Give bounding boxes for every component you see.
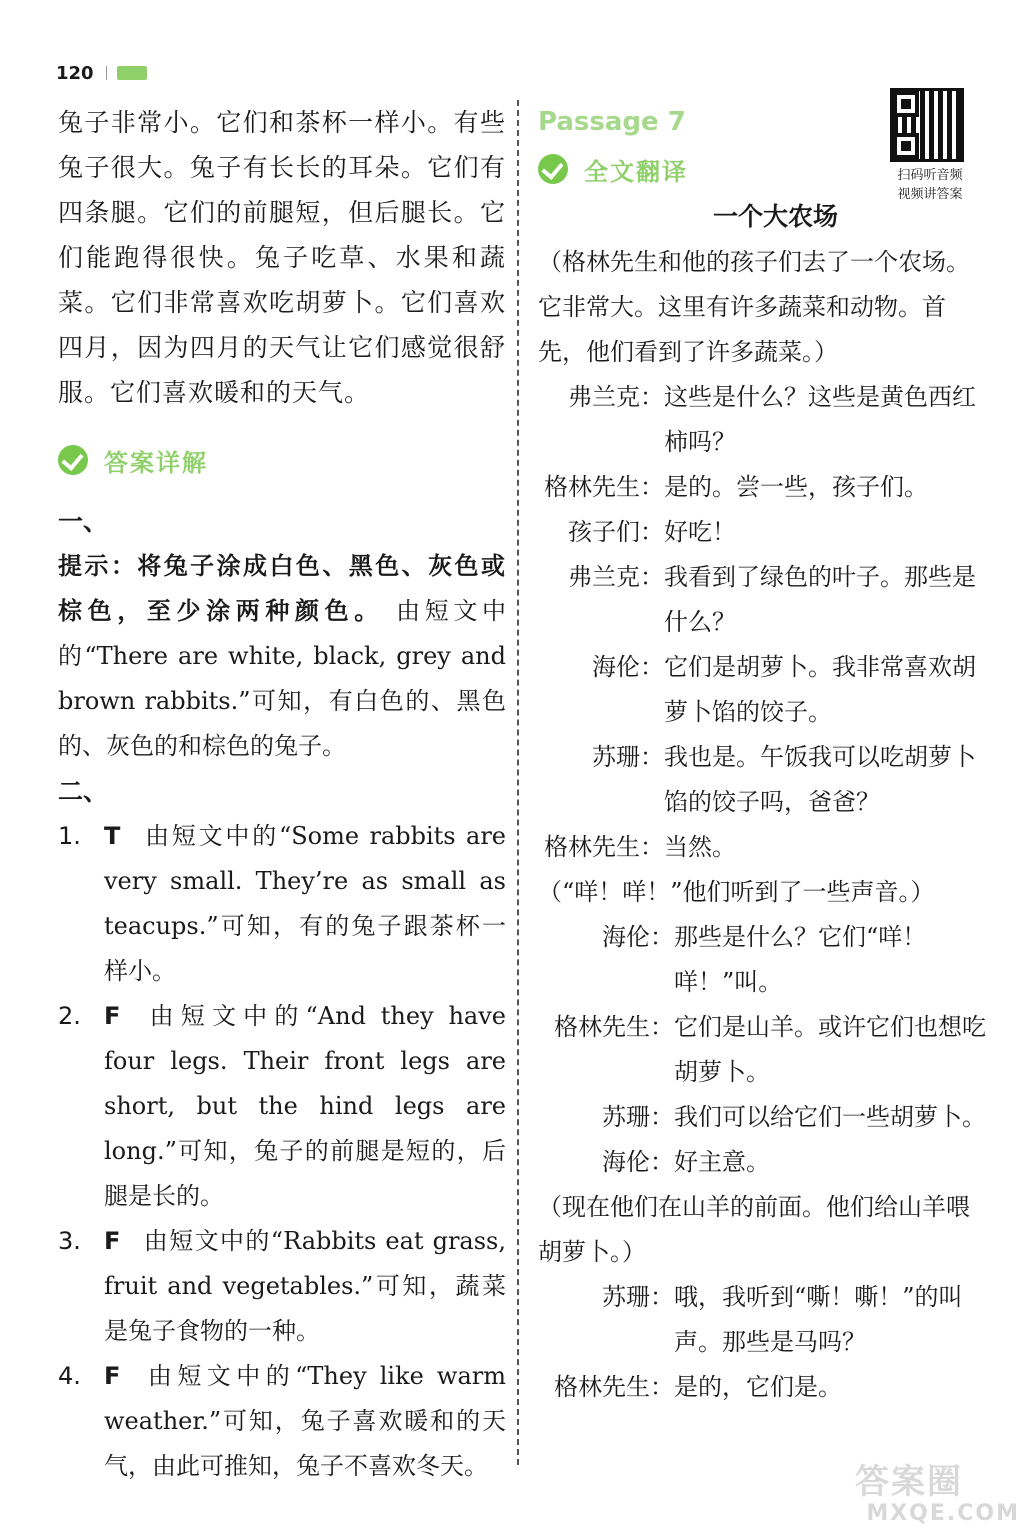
dialogue-line	[538, 555, 993, 645]
dialogue-line	[538, 465, 993, 510]
watermark-top: 答案圈	[855, 1462, 963, 1502]
dialogue-text: 我也是。午饭我可以吃胡萝卜馅的饺子吗，爸爸？	[664, 743, 976, 816]
speaker-name: 苏珊：	[592, 743, 664, 771]
speaker-name: 格林先生：	[554, 1373, 674, 1401]
watermark-logo	[855, 1462, 1020, 1528]
speaker-name: 格林先生：	[544, 473, 664, 501]
dialogue-line	[538, 825, 993, 870]
check-circle-icon	[538, 154, 568, 184]
answer-item-text: 由短文中的“Some rabbits are very small. They’re as small as teacups.”可知，有的兔子跟茶杯一样小。	[104, 822, 506, 985]
column-divider	[517, 100, 519, 1465]
dialogue-line	[538, 1365, 993, 1410]
header-separator	[106, 66, 107, 80]
speaker-name: 海伦：	[602, 923, 674, 951]
dialogue-text: 它们是山羊。或许它们也想吃胡萝卜。	[674, 1013, 986, 1086]
answer-item-text: 由短文中的“And they have four legs. Their front legs are short, but the hind legs are long.”可知，兔子的前腿是短的，后腿是长的。	[104, 1002, 506, 1210]
check-circle-icon	[58, 445, 88, 475]
answer-item-body	[104, 994, 506, 1219]
watermark-bottom: MXQE.COM	[866, 1501, 1020, 1526]
speaker-name: 苏珊：	[602, 1103, 674, 1131]
speaker-name: 格林先生：	[554, 1013, 674, 1041]
page-header	[56, 58, 147, 88]
right-column	[538, 100, 993, 1410]
dialogue-line	[538, 1005, 993, 1095]
dialogue-line	[538, 375, 993, 465]
answer-item-number: 3.	[58, 1227, 81, 1255]
narration: （“咩！咩！”他们听到了一些声音。）	[538, 878, 935, 906]
speaker-name: 弗兰克：	[568, 563, 664, 591]
narration: （格林先生和他的孩子们去了一个农场。它非常大。这里有许多蔬菜和动物。首先，他们看到了许多蔬菜。）	[538, 248, 970, 366]
answer-item-body	[104, 1354, 506, 1489]
dialogue-text: 这些是什么？这些是黄色西红柿吗？	[664, 383, 976, 456]
answer-item-text: 由短文中的“They like warm weather.”可知，兔子喜欢暖和的天气，由此可推知，兔子不喜欢冬天。	[104, 1362, 506, 1480]
answer-item-number: 4.	[58, 1362, 81, 1390]
dialogue-line	[538, 510, 993, 555]
dialogue-text: 我看到了绿色的叶子。那些是什么？	[664, 563, 976, 636]
part1-hint-bold: 提示：将兔子涂成白色、黑色、灰色或棕色，至少涂两种颜色。	[58, 552, 506, 625]
dialogue-text: 当然。	[664, 833, 736, 861]
dialogue-text: 好主意。	[674, 1148, 770, 1176]
speaker-name: 苏珊：	[602, 1283, 674, 1311]
dialogue-text: 是的，它们是。	[674, 1373, 842, 1401]
dialogue-line	[538, 645, 993, 735]
part1-hint-rest: 由短文中的“There are white, black, grey and brown rabbits.”可知，有白色的、黑色的、灰色的和棕色的兔子。	[58, 597, 506, 760]
dialogue-block	[538, 1275, 993, 1410]
answer-item-body	[104, 1219, 506, 1354]
story-title: 一个大农场	[712, 202, 838, 231]
narration: （现在他们在山羊的前面。他们给山羊喂胡萝卜。）	[538, 1193, 970, 1266]
answer-item-tf: F	[104, 1002, 121, 1030]
answer-item-text: 由短文中的“Rabbits eat grass, fruit and vegetables.”可知，蔬菜是兔子食物的一种。	[104, 1227, 506, 1345]
answer-item	[58, 814, 506, 994]
qr-caption-line1: 扫码听音频	[897, 168, 963, 183]
answer-item	[58, 1354, 506, 1489]
speaker-name: 海伦：	[592, 653, 664, 681]
answer-item-tf: F	[104, 1227, 121, 1255]
dialogue-text: 好吃！	[664, 518, 736, 546]
answer-item-tf: F	[104, 1362, 121, 1390]
intro-paragraph: 兔子非常小。它们和茶杯一样小。有些兔子很大。兔子有长长的耳朵。它们有四条腿。它们的前腿短，但后腿长。它们能跑得很快。兔子吃草、水果和蔬菜。它们非常喜欢吃胡萝卜。它们喜欢四月，因为四月的天气让它们感觉很舒服。它们喜欢暖和的天气。	[58, 108, 506, 407]
part1-label: 一、	[58, 507, 109, 536]
part1-hint	[58, 544, 506, 769]
translation-heading: 全文翻译	[584, 157, 688, 186]
dialogue-line	[538, 915, 993, 1005]
dialogue-text: 哦，我听到“嘶！嘶！”的叫声。那些是马吗？	[674, 1283, 963, 1356]
part2-label: 二、	[58, 777, 109, 806]
dialogue-block	[538, 375, 993, 870]
page-number: 120	[56, 62, 94, 84]
dialogue-text: 是的。尝一些，孩子们。	[664, 473, 928, 501]
speaker-name: 弗兰克：	[568, 383, 664, 411]
dialogue-block	[538, 915, 993, 1185]
passage-label: Passage 7	[538, 107, 686, 137]
header-tag	[117, 66, 147, 80]
dialogue-text: 我们可以给它们一些胡萝卜。	[674, 1103, 986, 1131]
dialogue-text: 它们是胡萝卜。我非常喜欢胡萝卜馅的饺子。	[664, 653, 976, 726]
dialogue-line	[538, 735, 993, 825]
dialogue-line	[538, 1275, 993, 1365]
qr-caption-line2: 视频讲答案	[897, 187, 963, 202]
answer-item-number: 2.	[58, 1002, 81, 1030]
dialogue-line	[538, 1140, 993, 1185]
answers-heading: 答案详解	[104, 448, 208, 477]
left-column	[58, 100, 506, 1489]
translation-header	[538, 144, 868, 194]
answer-item-number: 1.	[58, 822, 81, 850]
answer-item	[58, 1219, 506, 1354]
answer-item-body	[104, 814, 506, 994]
speaker-name: 孩子们：	[568, 518, 664, 546]
speaker-name: 格林先生：	[544, 833, 664, 861]
dialogue-text: 那些是什么？它们“咩！咩！”叫。	[674, 923, 927, 996]
dialogue-line	[538, 1095, 993, 1140]
answer-item-tf: T	[104, 822, 121, 850]
speaker-name: 海伦：	[602, 1148, 674, 1176]
answers-header	[58, 435, 506, 485]
answer-item	[58, 994, 506, 1219]
